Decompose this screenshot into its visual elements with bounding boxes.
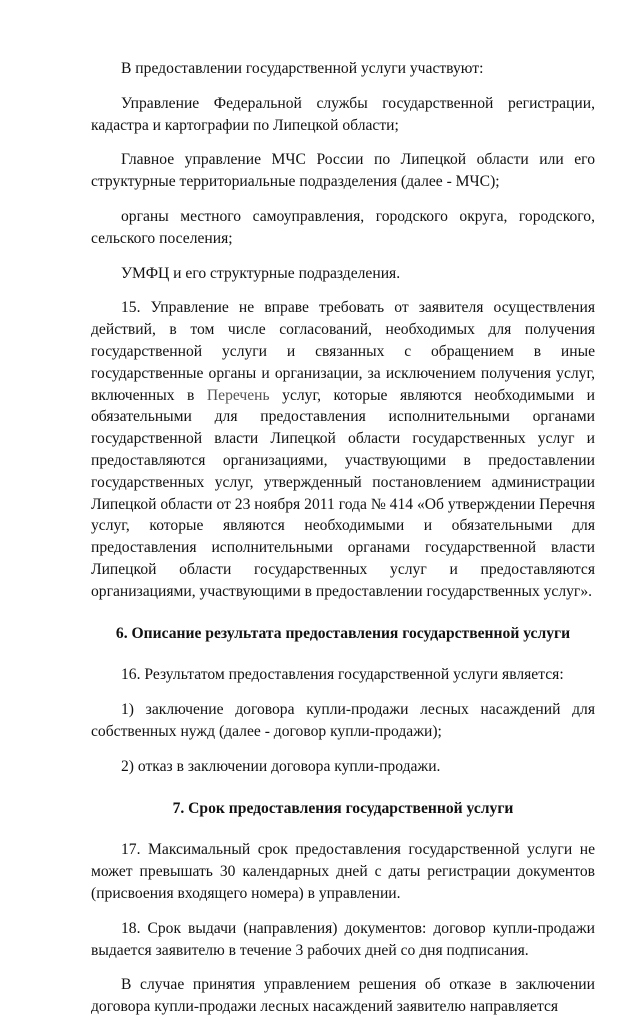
section-6-heading: 6. Описание результата предоставления государственной услуги (115, 624, 571, 642)
clause-15-text-end: услуг, которые являются необходимыми и обязательными для предоставления исполнительными органами государственной власти Липецкой области государственных услуг и предоставляются организациями, участвующими в предоставлении государственных услуг, утвержденный постановлением администрации Липецкой области от 23 ноября 2011 года № 414 «Об утверждении Перечня услуг, которые являются необходимыми и обязательными для предоставления исполнительными органами государственной власти Липецкой области государственных услуг и предоставляются организациями, участвующими в предоставлении государственных услуг». (91, 386, 595, 600)
clause-17: 17. Максимальный срок предоставления государственной услуги не может превышать 30 календарных дней с даты регистрации документов (присвоения входящего номера) в управлении. (91, 841, 595, 902)
clause-15 (91, 297, 595, 602)
participants-intro: В предоставлении государственной услуги участвуют: (121, 60, 484, 77)
result-refusal: 2) отказ в заключении договора купли-продажи. (121, 757, 441, 775)
result-contract: 1) заключение договора купли-продажи лесных насаждений для собственных нужд (далее - договор купли-продажи); (91, 701, 595, 740)
participant-local-government: органы местного самоуправления, городского округа, городского, сельского поселения; (91, 207, 595, 247)
clause-15-text-start: 15. Управление не вправе требовать от заявителя осуществления действий, в том числе согласований, необходимых для получения государственной услуги и связанных с обращением в иные государственные органы и организации, за исключением получения услуг, включенных в (91, 299, 595, 404)
participant-mchs: Главное управление МЧС России по Липецкой области или его структурные территориальные подразделения (далее - МЧС); (91, 151, 595, 191)
perechen-link[interactable]: Перечень (206, 386, 270, 404)
participant-umfc: УМФЦ и его структурные подразделения. (121, 264, 401, 282)
participant-rosreestr: Управление Федеральной службы государственной регистрации, кадастра и картографии по Липецкой области; (91, 94, 595, 134)
section-7-heading: 7. Срок предоставления государственной услуги (172, 799, 514, 817)
refusal-notice: В случае принятия управлением решения об отказе в заключении договора купли-продажи лесных насаждений заявителю направляется (91, 976, 595, 1016)
clause-18: 18. Срок выдачи (направления) документов: договор купли-продажи выдается заявителю в течение 3 рабочих дней со дня подписания. (91, 919, 595, 959)
clause-16: 16. Результатом предоставления государственной услуги является: (121, 666, 564, 684)
document-page (91, 58, 595, 1031)
